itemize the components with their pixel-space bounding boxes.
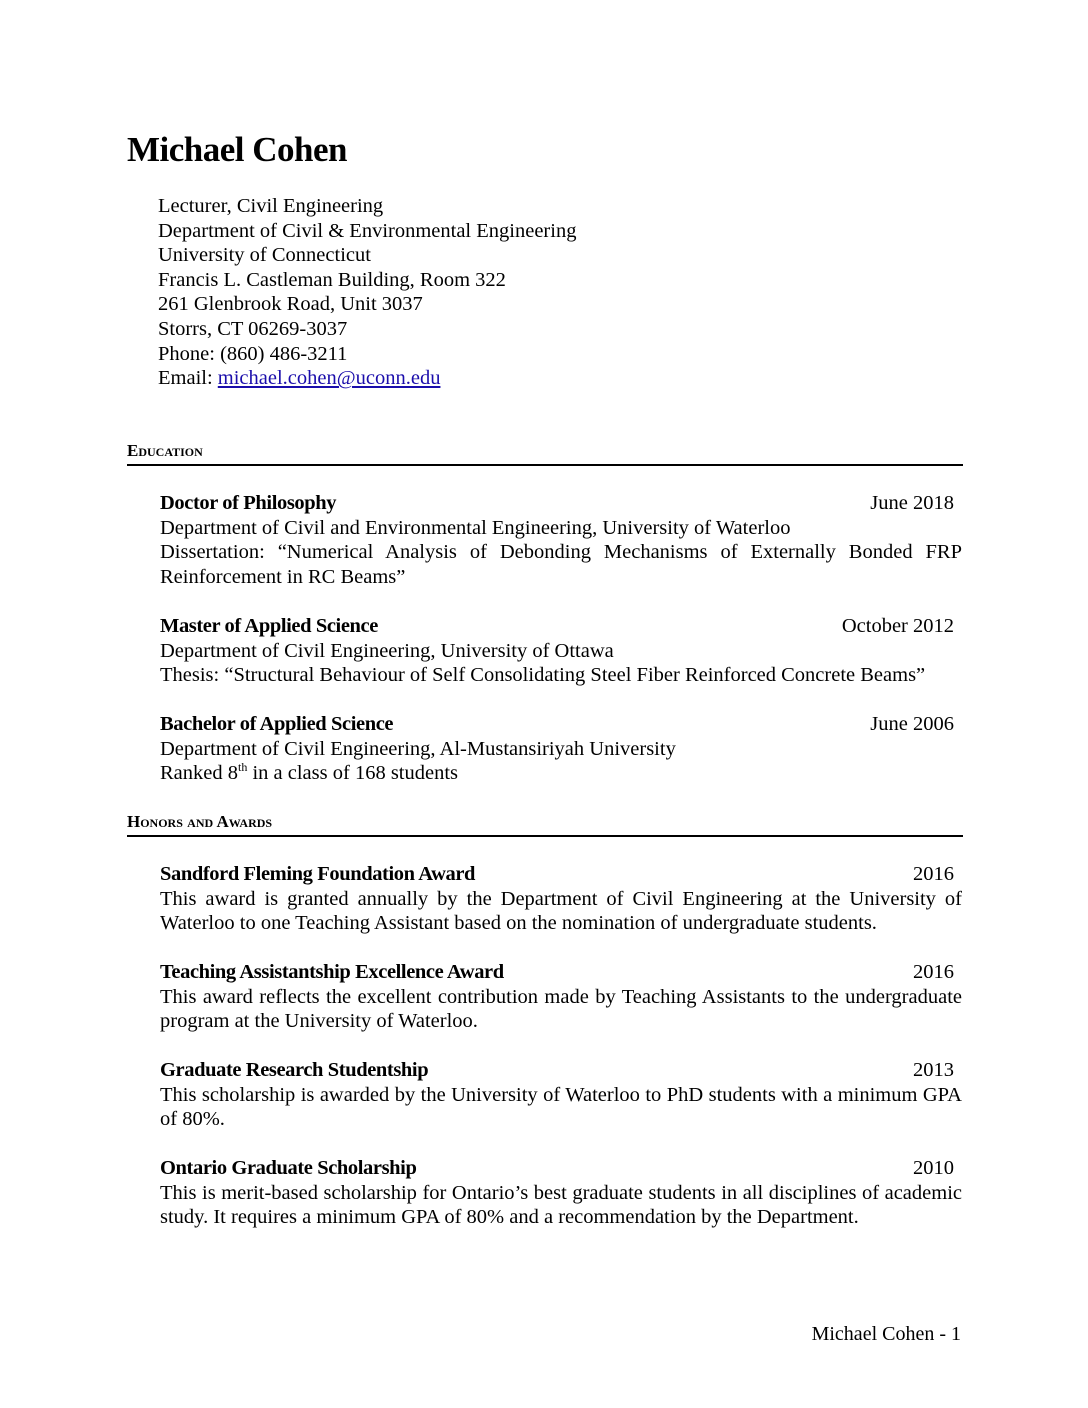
contact-department: Department of Civil & Environmental Engineering [158, 219, 577, 242]
page-footer: Michael Cohen - 1 [811, 1323, 961, 1345]
contact-city: Storrs, CT 06269-3037 [158, 317, 348, 340]
award-title: Teaching Assistantship Excellence Award [160, 961, 504, 983]
person-name: Michael Cohen [127, 130, 348, 169]
degree-institution: Department of Civil and Environmental Engineering, University of Waterloo [160, 516, 791, 539]
degree-institution: Department of Civil Engineering, University of Ottawa [160, 639, 614, 662]
degree-date: October 2012 [841, 615, 954, 637]
email-label: Email: [158, 367, 218, 390]
rank-ordinal: th [238, 760, 248, 775]
contact-street: 261 Glenbrook Road, Unit 3037 [158, 293, 423, 316]
award-year: 2016 [913, 863, 954, 885]
award-title: Sandford Fleming Foundation Award [160, 863, 476, 885]
contact-university: University of Connecticut [158, 244, 371, 267]
award-description: This award reflects the excellent contribution made by Teaching Assistants to the undergraduate program at the University of Waterloo. [160, 985, 962, 1033]
degree-rank [160, 761, 962, 786]
award-entry [160, 960, 962, 1034]
contact-email-line [158, 366, 576, 391]
degree-date: June 2018 [870, 492, 954, 514]
degree-date: June 2006 [870, 713, 954, 735]
contact-phone: Phone: (860) 486-3211 [158, 342, 348, 365]
degree-title: Doctor of Philosophy [160, 492, 337, 514]
award-year: 2010 [913, 1157, 954, 1179]
award-entry [160, 1156, 962, 1230]
award-description: This scholarship is awarded by the University of Waterloo to PhD students with a minimum GPA of 80%. [160, 1083, 962, 1131]
award-entry [160, 1058, 962, 1132]
rank-suffix: in a class of 168 students [247, 762, 459, 785]
degree-thesis: Thesis: “Structural Behaviour of Self Consolidating Steel Fiber Reinforced Concrete Beams” [160, 664, 926, 687]
education-entry-phd [160, 491, 962, 589]
award-description: This is merit-based scholarship for Ontario’s best graduate students in all disciplines of academic study. It requires a minimum GPA of 80% and a recommendation by the Department. [160, 1181, 962, 1229]
degree-title: Bachelor of Applied Science [160, 713, 394, 735]
award-title: Ontario Graduate Scholarship [160, 1157, 417, 1179]
degree-title: Master of Applied Science [160, 615, 378, 637]
contact-block [158, 194, 576, 391]
section-heading-awards: Honors and Awards [127, 811, 963, 837]
award-year: 2013 [913, 1059, 954, 1081]
award-year: 2016 [913, 961, 954, 983]
contact-title: Lecturer, Civil Engineering [158, 195, 384, 217]
degree-dissertation: Dissertation: “Numerical Analysis of Debonding Mechanisms of Externally Bonded FRP Reinforcement in RC Beams” [160, 541, 962, 588]
degree-institution: Department of Civil Engineering, Al-Mustansiriyah University [160, 737, 676, 760]
contact-building: Francis L. Castleman Building, Room 322 [158, 268, 506, 291]
email-link[interactable]: michael.cohen@uconn.edu [217, 367, 441, 390]
education-entry-basc [160, 712, 962, 786]
section-heading-education: Education [127, 440, 963, 466]
award-title: Graduate Research Studentship [160, 1059, 429, 1081]
rank-prefix: Ranked 8 [160, 762, 238, 785]
award-entry [160, 862, 962, 936]
award-description: This award is granted annually by the Department of Civil Engineering at the University of Waterloo to one Teaching Assistant based on the nomination of undergraduate students. [160, 887, 962, 935]
education-entry-masc [160, 614, 962, 688]
